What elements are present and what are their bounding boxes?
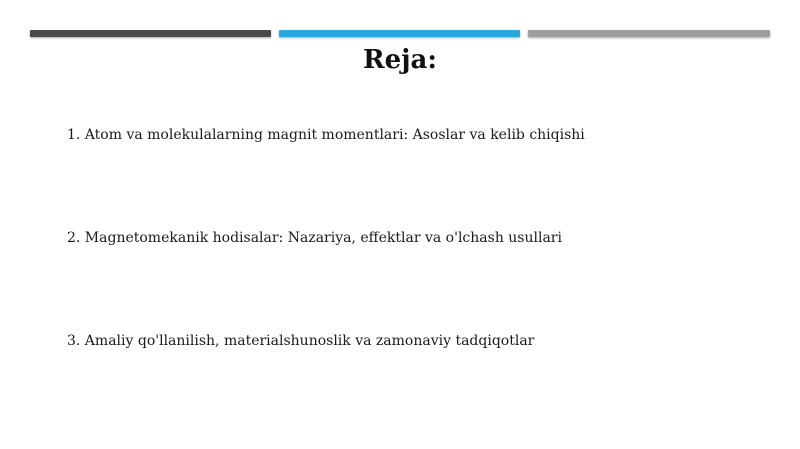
agenda-item-1: 1. Atom va molekulalarning magnit momentlari: Asoslar va kelib chiqishi xyxy=(67,127,585,143)
slide-title: Reja: xyxy=(362,45,437,75)
agenda-item-2: 2. Magnetomekanik hodisalar: Nazariya, effektlar va o'lchash usullari xyxy=(67,230,562,246)
header-bar-blue xyxy=(279,30,520,37)
header-bar-gray xyxy=(528,30,770,37)
header-bar-dark xyxy=(30,30,271,37)
agenda-item-3: 3. Amaliy qo'llanilish, materialshunoslik va zamonaviy tadqiqotlar xyxy=(67,333,535,349)
